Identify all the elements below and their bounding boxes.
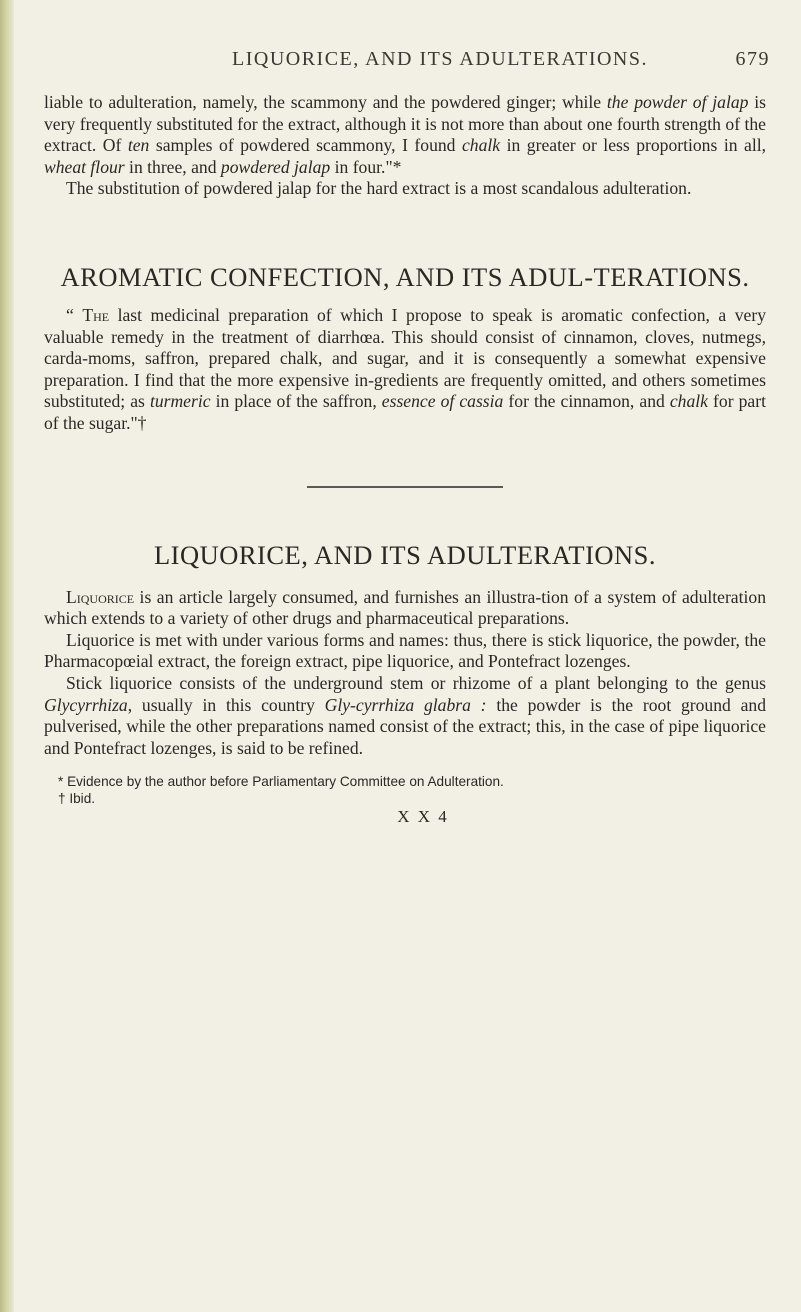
section-heading-liquorice: LIQUORICE, AND ITS ADULTERATIONS. [153, 539, 657, 570]
section-divider [307, 486, 503, 488]
paragraph-liquorice-forms: Liquorice is met with under various forms and names: thus, there is stick liquorice, the powder, the Pharmacopœial extract, the foreign extract, pipe liquorice, and Pontefract lozenges. [44, 629, 766, 672]
page-number: 679 [735, 48, 770, 70]
running-head [44, 48, 770, 76]
footnotes [44, 773, 766, 807]
signature-mark: X X 4 [397, 807, 449, 827]
running-head-title: LIQUORICE, AND ITS ADULTERATIONS. [232, 48, 648, 70]
paragraph-liquorice-intro: Liquorice is an article largely consumed, and furnishes an illustra-tion of a system of adulteration which extends to a variety of other drugs and pharmaceutical preparations. [44, 586, 766, 629]
paragraph-stick-liquorice: Stick liquorice consists of the underground stem or rhizome of a plant belonging to the genus Glycyrrhiza, usually in this country Gly-cyrrhiza glabra : the powder is the root ground and pulverised, while the other preparations named consist of the extract; this, in the case of pipe liquorice and Pontefract lozenges, is said to be refined. [44, 672, 766, 758]
footnote-ibid: † Ibid. [58, 791, 96, 807]
footnote-evidence: * Evidence by the author before Parliamentary Committee on Adulteration. [58, 774, 504, 790]
book-page [44, 48, 770, 827]
paragraph-continuation: liable to adulteration, namely, the scammony and the powdered ginger; while the powder of jalap is very frequently substituted for the extract, although it is not more than about one fourth strength of the extract. Of ten samples of powdered scammony, I found chalk in greater or less proportions in all, wheat flour in three, and powdered jalap in four."* [44, 92, 767, 177]
page-edge-shadow [0, 0, 14, 1312]
paragraph-jalap-conclusion: The substitution of powdered jalap for the hard extract is a most scandalous adulteration. [66, 178, 692, 199]
section-heading-aromatic-confection: AROMATIC CONFECTION, AND ITS ADUL-TERATIONS. [60, 261, 750, 292]
paragraph-aromatic-confection: “ The last medicinal preparation of which I propose to speak is aromatic confection, a very valuable remedy in the treatment of diarrhœa. This should consist of cinnamon, cloves, nutmegs, carda-moms, saffron, prepared chalk, and sugar, and it is consequently a somewhat expensive preparation. I find that the more expensive in-gredients are frequently omitted, and others sometimes substituted; as turmeric in place of the saffron, essence of cassia for the cinnamon, and chalk for part of the sugar."† [44, 304, 766, 433]
